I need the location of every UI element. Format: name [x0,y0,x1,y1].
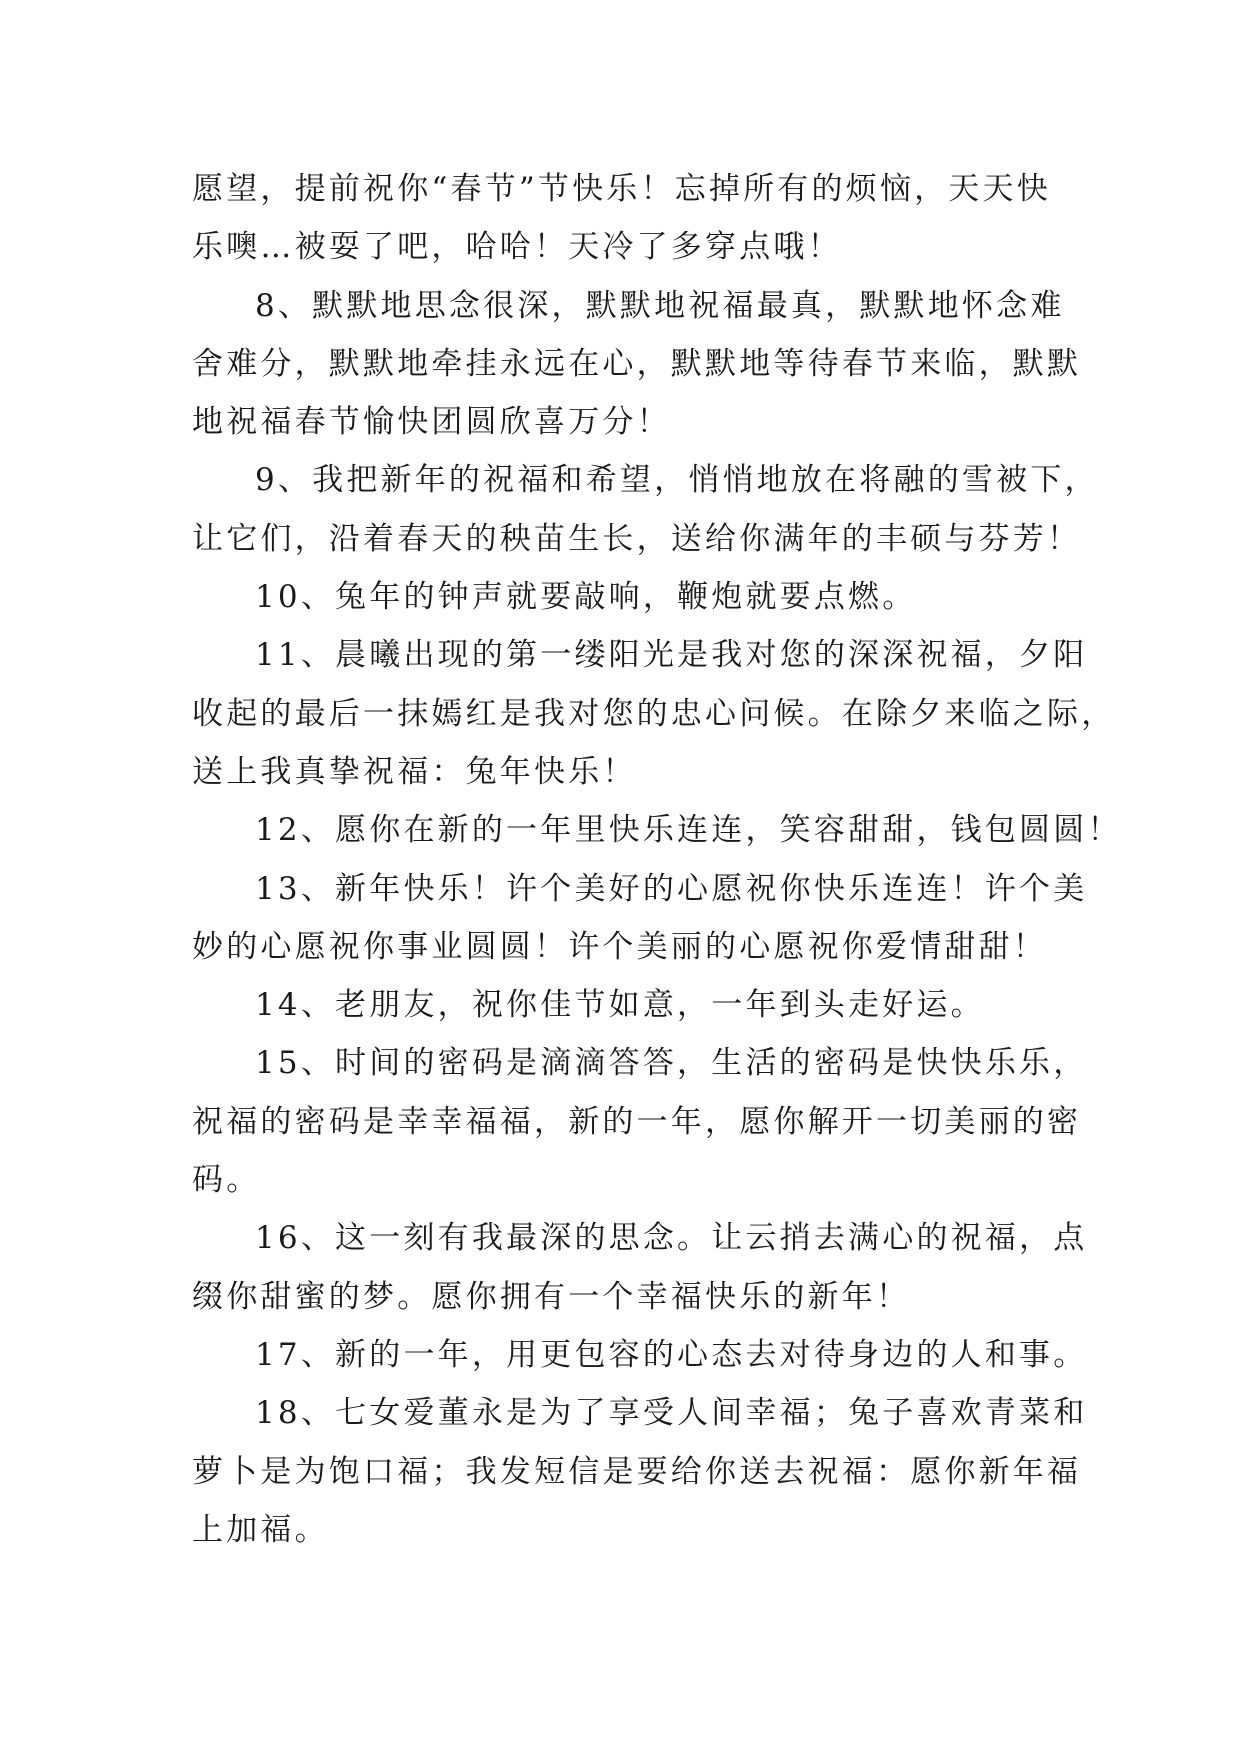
text-line: 乐噢…被耍了吧，哈哈！天冷了多穿点哦！ [192,229,842,266]
text-line: 8、默默地思念很深，默默地祝福最真，默默地怀念难 [255,287,1065,324]
text-line: 收起的最后一抹嫣红是我对您的忠心问候。在除夕来临之际， [192,695,1116,732]
text-line: 16、这一刻有我最深的思念。让云捎去满心的祝福，点 [255,1220,1088,1257]
text-line: 9、我把新年的祝福和希望，悄悄地放在将融的雪被下， [255,462,1099,499]
text-line: 17、新的一年，用更包容的心态去对待身边的人和事。 [255,1336,1088,1373]
text-line: 让它们，沿着春天的秧苗生长，送给你满年的丰硕与芬芳！ [192,520,1082,557]
text-line: 上加福。 [192,1511,329,1548]
text-line: 祝福的密码是幸幸福福，新的一年，愿你解开一切美丽的密 [192,1103,1082,1140]
text-line: 送上我真挚祝福：兔年快乐！ [192,753,637,790]
text-line: 舍难分，默默地牵挂永远在心，默默地等待春节来临，默默 [192,345,1082,382]
document-page [192,160,1122,1559]
text-line: 地祝福春节愉快团圆欣喜万分！ [192,404,671,441]
text-line: 13、新年快乐！许个美好的心愿祝你快乐连连！许个美 [255,870,1088,907]
text-line: 愿望，提前祝你“春节”节快乐！忘掉所有的烦恼，天天快 [192,171,1051,207]
text-line: 10、兔年的钟声就要敲响，鞭炮就要点燃。 [255,579,917,616]
text-line: 11、晨曦出现的第一缕阳光是我对您的深深祝福，夕阳 [255,637,1088,674]
text-line: 码。 [192,1162,261,1199]
text-line: 18、七女爱董永是为了享受人间幸福；兔子喜欢青菜和 [255,1395,1088,1432]
text-line: 萝卜是为饱口福；我发短信是要给你送去祝福：愿你新年福 [192,1453,1082,1490]
text-line: 缀你甜蜜的梦。愿你拥有一个幸福快乐的新年！ [192,1278,911,1315]
text-line: 14、老朋友，祝你佳节如意，一年到头走好运。 [255,987,985,1024]
text-line: 妙的心愿祝你事业圆圆！许个美丽的心愿祝你爱情甜甜！ [192,928,1047,965]
text-line: 12、愿你在新的一年里快乐连连，笑容甜甜，钱包圆圆！ [255,812,1122,849]
text-line: 15、时间的密码是滴滴答答，生活的密码是快快乐乐， [255,1045,1088,1082]
